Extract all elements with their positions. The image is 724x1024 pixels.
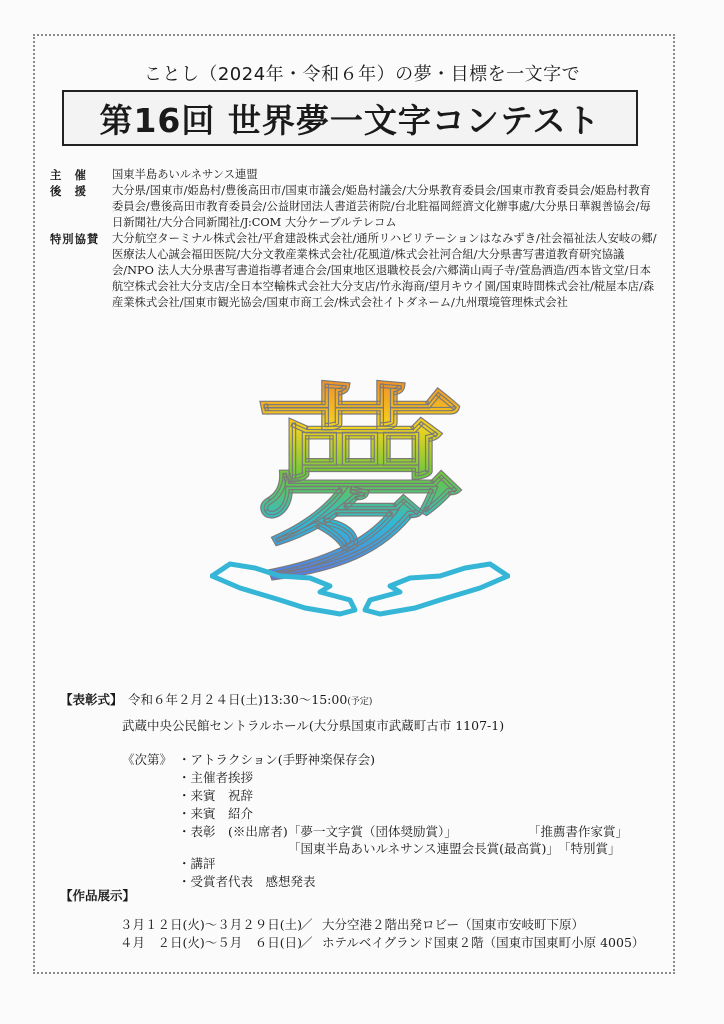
award-item: 「特別賞」 — [558, 841, 621, 856]
page-title: 第16回 世界夢一文字コンテスト — [99, 100, 601, 140]
credit-label: 後 援 — [50, 184, 87, 198]
credit-value: 国東半島あいルネサンス連盟 — [112, 168, 258, 181]
exhibition-label: 【作品展示】 — [60, 888, 136, 903]
credit-value: 大分県/国東市/姫島村/豊後高田市/国東市議会/姫島村議会/大分県教育委員会/国東市教育委員会/姫島村教育委員会/豊後高田市教育委員会/公益財団法人書道芸術院/台北駐福岡經濟文化辦事處/大分県日華親善協会/毎日新聞社/大分合同新聞社/J:COM 大分ケーブルテレコム — [112, 184, 651, 229]
award-item: 「夢一文字賞（団体奨励賞）」 — [288, 824, 457, 839]
credit-row-organizer — [50, 167, 660, 183]
program-label: 《次第》 — [122, 752, 173, 767]
exhibition-place: 大分空港２階出発ロビー（国東市安岐町下原） — [322, 917, 585, 932]
credit-row-sponsors — [50, 231, 660, 311]
ceremony-label: 【表彰式】 — [60, 692, 123, 707]
exhibition-separator: ／ — [300, 917, 313, 932]
program-item: ・講評 — [178, 856, 216, 871]
ceremony-datetime: 令和６年２月２４日(土)13:30～15:00(予定) — [128, 692, 373, 707]
exhibition-place: ホテルベイグランド国東２階（国東市国東町小原 4005） — [322, 935, 645, 950]
program-item: ・主催者挨拶 — [178, 770, 254, 785]
award-item: 「国東半島あいルネサンス連盟会長賞(最高賞)」 — [288, 841, 559, 856]
hands-holding-dream-icon — [210, 378, 510, 633]
program-item: ・表彰 (※出席者) — [178, 824, 288, 839]
award-item: 「推薦書作家賞」 — [528, 824, 629, 839]
subtitle: ことし（2024年・令和６年）の夢・目標を一文字で — [143, 64, 581, 85]
exhibition-dates: ３月１２日(火)～３月２９日(土) — [120, 917, 303, 932]
title-box — [62, 90, 638, 146]
credit-row-supporters — [50, 183, 660, 231]
exhibition-separator: ／ — [300, 935, 313, 950]
credit-value: 大分航空ターミナル株式会社/平倉建設株式会社/通所リハビリテーションはなみずき/社会福祉法人安岐の郷/医療法人心誠会福田医院/大分文教産業株式会社/花風道/株式会社河合組/大分県書写書道教育研究協議会/NPO 法人大分県書写書道指導者連合会/国東地区退職校長会/六郷満山両子寺/萱島酒造/西本皆文堂/日本航空株式会社大分支店/全日本空輸株式会社大分支店/竹永海商/望月キウイ園/国東時間株式会社/糀屋本店/森産業株式会社/国東市観光協会/国東市商工会/株式会社イトダネーム/九州環境管理株式会社 — [112, 232, 657, 309]
credit-label: 特別協賛 — [50, 232, 100, 246]
exhibition-dates: ４月 ２日(火)～５月 ６日(日) — [120, 935, 303, 950]
credits-section — [50, 167, 660, 311]
program-item: ・来賓 祝辞 — [178, 788, 254, 803]
program-item: ・受賞者代表 感想発表 — [178, 874, 316, 889]
ceremony-venue: 武蔵中央公民館セントラルホール(大分県国東市武蔵町古市 1107-1) — [122, 718, 505, 733]
program-item: ・来賓 紹介 — [178, 806, 254, 821]
program-item: ・アトラクション(手野神楽保存会) — [178, 752, 376, 767]
credit-label: 主 催 — [50, 168, 87, 182]
dream-character: 夢 — [254, 378, 466, 610]
